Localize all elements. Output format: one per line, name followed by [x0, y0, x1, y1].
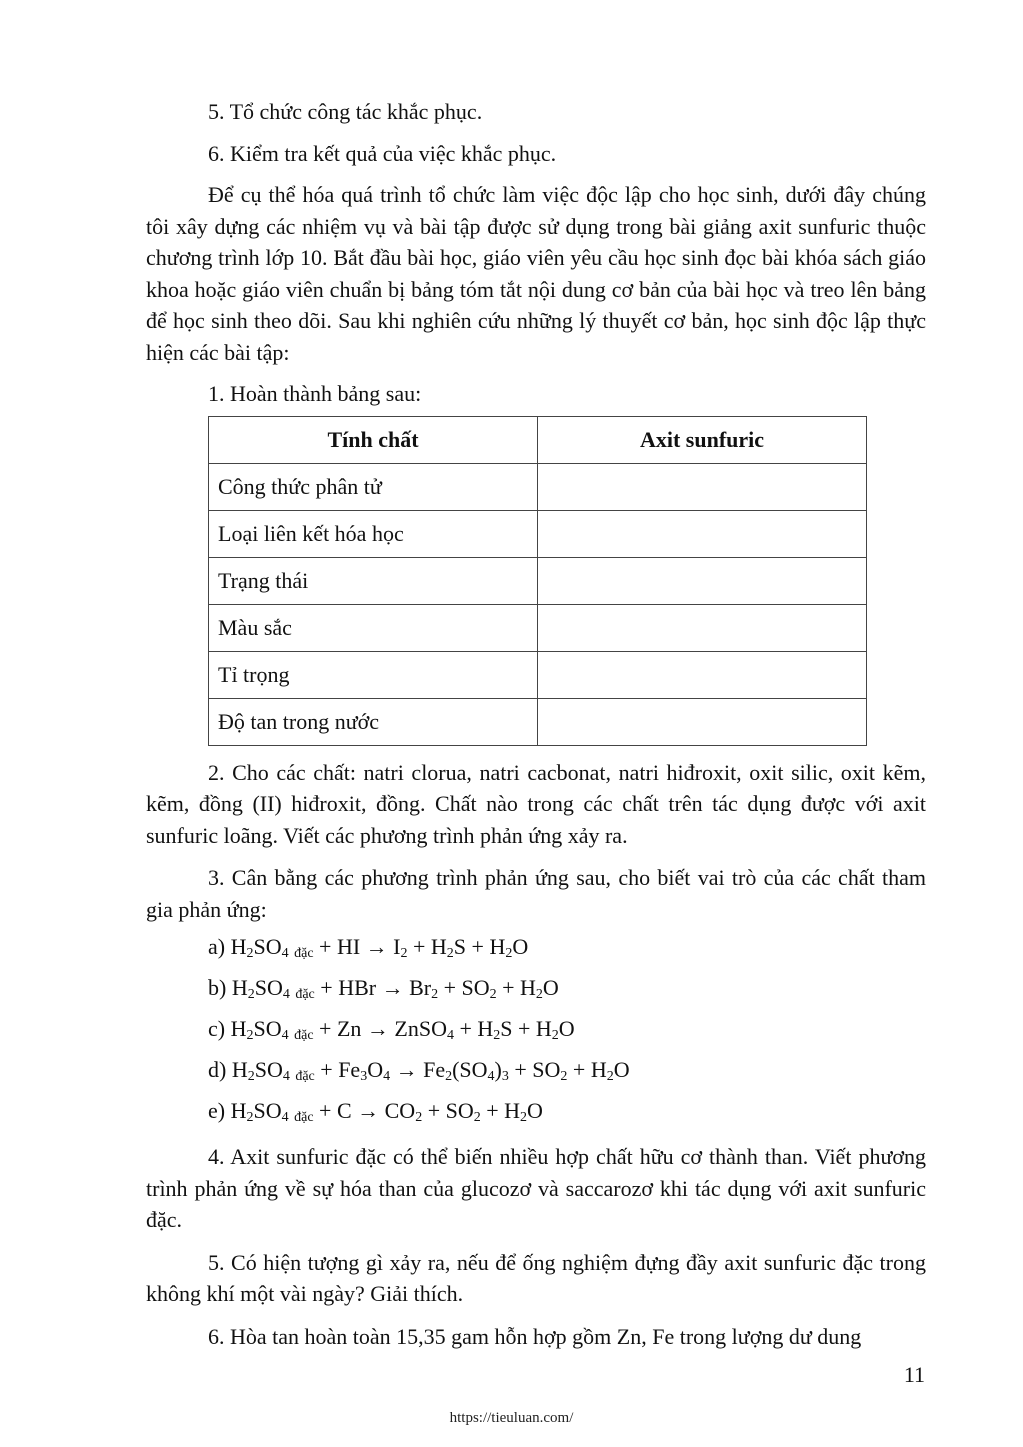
- exercise-5: 5. Có hiện tượng gì xảy ra, nếu để ống nghiệm đựng đầy axit sunfuric đặc trong không khí một vài ngày? Giải thích.: [146, 1249, 926, 1306]
- table-cell: Loại liên kết hóa học: [209, 510, 538, 557]
- table-row: [209, 463, 867, 510]
- list-item-5: 5. Tổ chức công tác khắc phục.: [208, 99, 483, 124]
- equation-e: e) $H_2SO_4$ đặc + $C \to CO_2 + SO_2 + H_2O$: [208, 1098, 543, 1125]
- properties-table: [208, 416, 867, 746]
- table-row: [209, 698, 867, 745]
- equation-b: b) $H_2SO_4$ đặc + HBr → $Br_2 + SO_2 + H_2O$: [208, 975, 559, 1002]
- table-cell: Độ tan trong nước: [209, 698, 538, 745]
- table-row: [209, 651, 867, 698]
- table-cell: Màu sắc: [209, 604, 538, 651]
- table-cell-empty: [538, 698, 867, 745]
- table-header-property: Tính chất: [209, 416, 538, 463]
- table-header-sulfuric-acid: Axit sunfuric: [538, 416, 867, 463]
- exercise-2: 2. Cho các chất: natri clorua, natri cacbonat, natri hiđroxit, oxit silic, oxit kẽm, kẽm, đồng (II) hiđroxit, đồng. Chất nào trong các chất trên tác dụng được với axit sunfuric loãng. Viết các phương trình phản ứng xảy ra.: [146, 759, 926, 848]
- intro-paragraph: Để cụ thể hóa quá trình tổ chức làm việc độc lập cho học sinh, dưới đây chúng tôi xây dựng các nhiệm vụ và bài tập được sử dụng trong bài giảng axit sunfuric thuộc chương trình lớp 10. Bắt đầu bài học, giáo viên yêu cầu học sinh đọc bài khóa sách giáo khoa hoặc giáo viên chuẩn bị bảng tóm tắt nội dung cơ bản của bài học và treo lên bảng để học sinh theo dõi. Sau khi nghiên cứu những lý thuyết cơ bản, học sinh độc lập thực hiện các bài tập:: [146, 182, 926, 365]
- table-header-row: [209, 416, 867, 463]
- equation-c: c) $H_2SO_4$ đặc + Zn → ZnSO$_4$ + $H_2S + H_2O$: [208, 1016, 575, 1043]
- equation-a: a) $H_2SO_4$ đặc + HI → $I_2 + H_2S + H_2O$: [208, 934, 529, 961]
- equation-d: d) $H_2SO_4$ đặc + $Fe_3O_4 \to Fe_2(SO_4)_3 + SO_2 + H_2O$: [208, 1057, 630, 1084]
- table-cell-empty: [538, 651, 867, 698]
- table-cell-empty: [538, 604, 867, 651]
- table-cell: Trạng thái: [209, 557, 538, 604]
- exercise-3: 3. Cân bằng các phương trình phản ứng sau, cho biết vai trò của các chất tham gia phản ứng:: [146, 865, 926, 922]
- table-cell-empty: [538, 510, 867, 557]
- table-cell-empty: [538, 557, 867, 604]
- table-row: [209, 604, 867, 651]
- table-row: [209, 510, 867, 557]
- table-cell: Công thức phân tử: [209, 463, 538, 510]
- list-item-6: 6. Kiểm tra kết quả của việc khắc phục.: [208, 140, 557, 166]
- page-number: 11: [903, 1362, 925, 1387]
- footer-url: https://tieuluan.com/: [449, 1410, 574, 1426]
- equation-list: [146, 926, 926, 1131]
- table-cell: Tỉ trọng: [209, 651, 538, 698]
- exercise-4: 4. Axit sunfuric đặc có thể biến nhiều hợp chất hữu cơ thành than. Viết phương trình phản ứng về sự hóa than của glucozơ và saccarozơ khi tác dụng với axit sunfuric đặc.: [146, 1144, 926, 1232]
- page-content: [146, 96, 926, 1352]
- exercise-6: 6. Hòa tan hoàn toàn 15,35 gam hỗn hợp gồm Zn, Fe trong lượng dư dung: [208, 1323, 862, 1349]
- table-row: [209, 557, 867, 604]
- exercise-1: 1. Hoàn thành bảng sau:: [208, 381, 422, 406]
- table-cell-empty: [538, 463, 867, 510]
